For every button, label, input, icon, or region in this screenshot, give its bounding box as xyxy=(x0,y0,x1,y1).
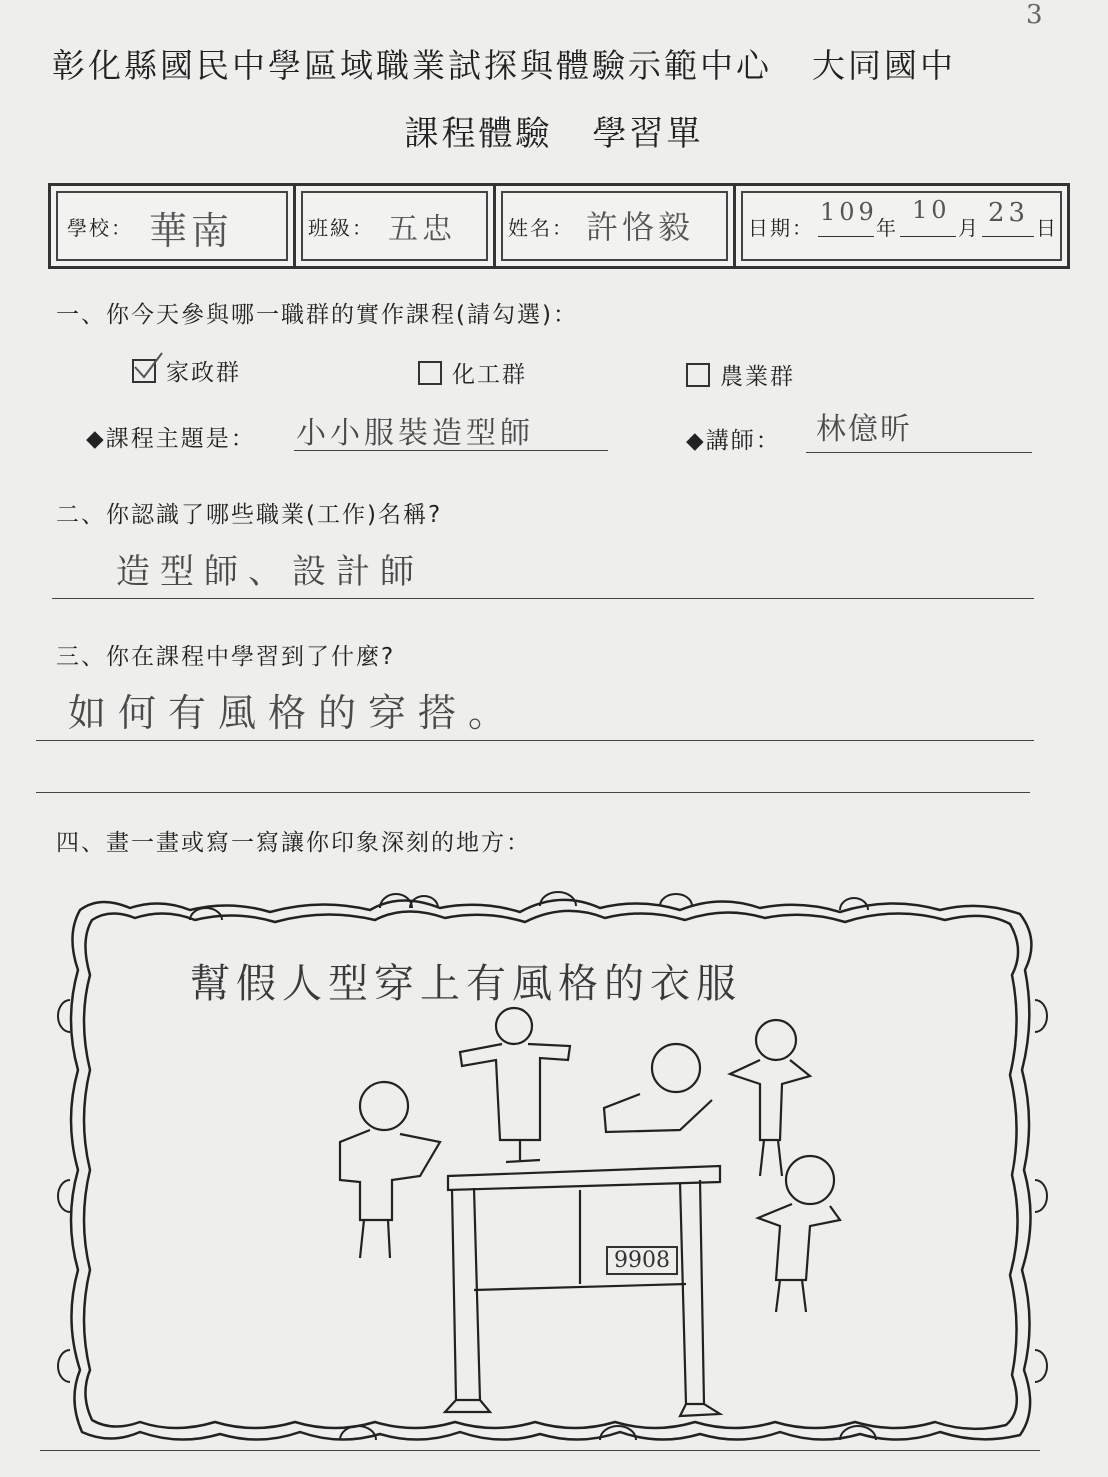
answer-3: 如何有風格的穿搭。 xyxy=(68,691,519,735)
title-center-name: 彰化縣國民中學區域職業試探與體驗示範中心 xyxy=(52,46,772,85)
date-cell xyxy=(736,186,1067,266)
question-4: 四、畫一畫或寫一寫讓你印象深刻的地方： xyxy=(56,830,531,856)
teacher-label: ◆講師： xyxy=(686,428,781,454)
question-1: 一、你今天參與哪一職群的實作課程(請勾選)： xyxy=(56,302,578,328)
option-chemical[interactable] xyxy=(418,356,527,389)
checkbox-checked[interactable] xyxy=(132,359,156,383)
class-value: 五忠 xyxy=(388,212,456,247)
class-label: 班級： xyxy=(308,216,374,240)
drawing-caption: 幫假人型穿上有風格的衣服 xyxy=(190,961,742,1007)
date-label: 日期： xyxy=(748,216,814,240)
day-value: 23 xyxy=(988,198,1030,228)
school-value: 華南 xyxy=(149,209,234,253)
checkbox-unchecked[interactable] xyxy=(418,361,442,385)
answer-2: 造型師、設計師 xyxy=(116,552,424,592)
question-3: 三、你在課程中學習到了什麼? xyxy=(56,644,396,670)
class-cell xyxy=(296,186,496,266)
document-title xyxy=(52,40,1062,87)
title-school-name: 大同國中 xyxy=(812,46,956,85)
checkbox-unchecked[interactable] xyxy=(686,363,710,387)
name-cell xyxy=(496,186,736,266)
day-label: 日 xyxy=(1036,216,1058,240)
teacher-underline xyxy=(806,452,1032,453)
drawing-frame xyxy=(40,880,1070,1460)
month-label: 月 xyxy=(958,216,980,240)
drawing-tag: 9908 xyxy=(606,1246,678,1275)
answer-3-line-1 xyxy=(36,740,1034,741)
answer-2-line xyxy=(52,598,1034,599)
bottom-line xyxy=(40,1450,1040,1451)
answer-3-line-2 xyxy=(36,792,1030,793)
name-label: 姓名： xyxy=(508,216,574,240)
subtitle-course: 課程體驗 xyxy=(404,114,553,154)
question-2: 二、你認識了哪些職業(工作)名稱? xyxy=(56,502,443,528)
topic-value: 小小服裝造型師 xyxy=(296,416,534,451)
option-agriculture[interactable] xyxy=(686,358,795,391)
option-label: 農業群 xyxy=(720,364,795,390)
school-cell xyxy=(51,186,296,266)
year-label: 年 xyxy=(876,216,898,240)
student-info-table xyxy=(48,183,1070,269)
option-label: 化工群 xyxy=(452,362,527,388)
month-value: 10 xyxy=(912,196,951,224)
teacher-value: 林億昕 xyxy=(816,412,912,447)
option-label: 家政群 xyxy=(166,360,241,386)
topic-label: ◆課程主題是： xyxy=(86,426,256,452)
page-number-mark: 3 xyxy=(1026,0,1043,30)
school-label: 學校： xyxy=(67,216,133,240)
subtitle-worksheet: 學習單 xyxy=(592,114,704,154)
year-value: 109 xyxy=(820,198,878,226)
document-subtitle xyxy=(0,106,1108,155)
topic-underline xyxy=(294,450,608,451)
name-value: 許恪毅 xyxy=(586,208,695,246)
option-home-economics[interactable] xyxy=(132,354,241,387)
